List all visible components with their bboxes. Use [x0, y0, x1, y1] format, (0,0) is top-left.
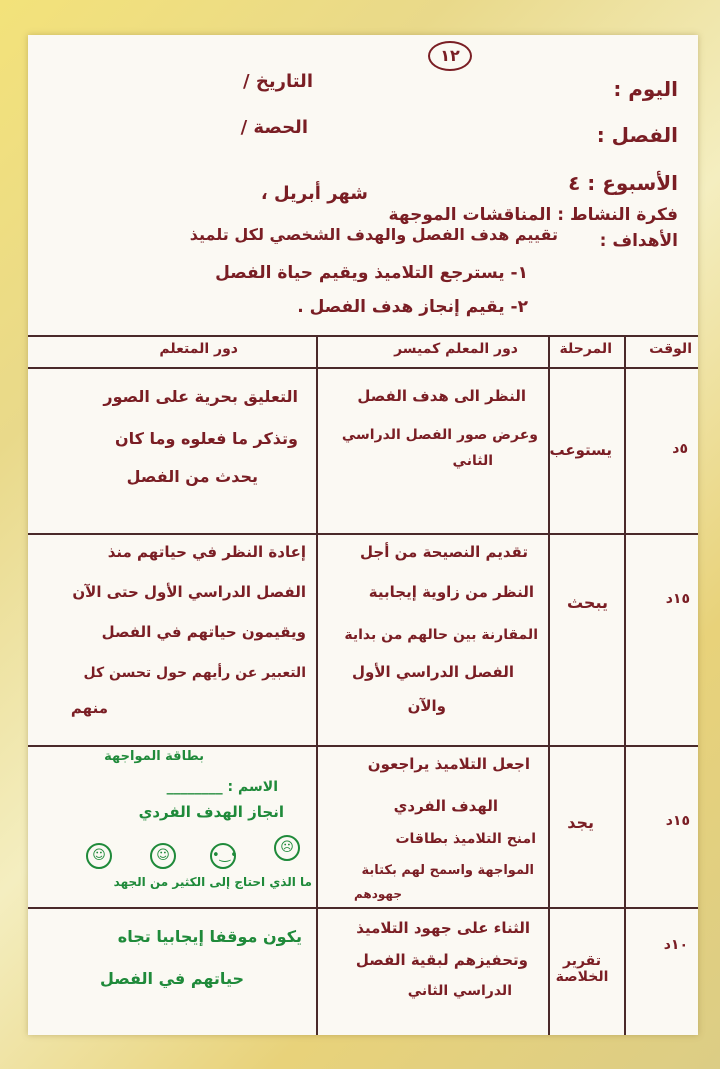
row4-teacher-1: الثناء على جهود التلاميذ — [356, 919, 530, 937]
objective-1: ١- يسترجع التلاميذ ويقيم حياة الفصل — [215, 263, 528, 283]
row3-teacher-2: الهدف الفردي — [393, 797, 498, 815]
row2-teacher-4: الفصل الدراسي الأول — [352, 663, 514, 681]
row1-learner-2: وتذكر ما فعلوه وما كان — [115, 429, 298, 448]
week-label: الأسبوع : ٤ — [568, 171, 678, 195]
month-label: شهر أبريل ، — [260, 183, 368, 204]
row3-card-title: بطاقة المواجهة — [104, 749, 204, 764]
activity-idea: فكرة النشاط : المناقشات الموجهة — [388, 205, 678, 225]
row3-card-name: الاسم : ________ — [166, 779, 278, 795]
row3-teacher-4: المواجهة واسمح لهم بكتابة — [361, 863, 534, 878]
row4-learner-1: يكون موقفا إيجابيا تجاه — [117, 927, 302, 946]
row2-learner-3: ويقيمون حياتهم في الفصل — [101, 623, 306, 641]
happy-face-icon: ☺ — [150, 843, 176, 869]
neutral-face-icon: •‿• — [210, 843, 236, 869]
row3-teacher-3: امنح التلاميذ بطاقات — [395, 831, 536, 847]
sad-face-icon: ☹ — [274, 835, 300, 861]
row2-teacher-2: النظر من زاوية إيجابية — [368, 583, 534, 601]
row3-time: ١٥د — [665, 813, 690, 829]
row3-teacher-1: اجعل التلاميذ يراجعون — [367, 755, 530, 773]
row2-teacher-3: المقارنة بين حالهم من بداية — [344, 627, 538, 643]
row1-time: ٥د — [672, 441, 688, 457]
page-number: ١٢ — [428, 41, 472, 71]
row4-time: ١٠د — [663, 937, 688, 953]
date-label: التاريخ / — [243, 71, 313, 92]
row2-learner-4: التعبير عن رأيهم حول تحسن كل — [83, 665, 306, 681]
row1-learner-1: التعليق بحرية على الصور — [103, 387, 298, 406]
row3-teacher-5: جهودهم — [354, 887, 402, 901]
row2-time: ١٥د — [665, 591, 690, 607]
objective-2: ٢- يقيم إنجاز هدف الفصل . — [297, 297, 528, 317]
row4-stage: تقرير الخلاصة — [555, 953, 609, 985]
worksheet-paper — [28, 35, 698, 1035]
row3-card-goal: انجاز الهدف الفردي — [138, 803, 284, 821]
period-label: الحصة / — [240, 117, 308, 138]
header-stage: المرحلة — [559, 341, 612, 357]
row3-card-note: ما الذي احتاج إلى الكثير من الجهد — [113, 875, 312, 889]
row4-teacher-2: وتحفيزهم لبقية الفصل — [355, 951, 528, 969]
day-label: اليوم : — [613, 77, 678, 101]
happy-face-icon: ☺ — [86, 843, 112, 869]
objectives-label: الأهداف : — [599, 231, 678, 251]
class-label: الفصل : — [596, 123, 678, 147]
row1-teacher-3: الثاني — [452, 453, 493, 469]
row1-teacher-2: وعرض صور الفصل الدراسي — [341, 427, 538, 443]
objectives-main: تقييم هدف الفصل والهدف الشخصي لكل تلميذ — [189, 225, 558, 244]
row4-teacher-3: الدراسي الثاني — [407, 983, 512, 999]
row2-learner-2: الفصل الدراسي الأول حتى الآن — [72, 583, 306, 601]
header-teacher-role: دور المعلم كميسر — [394, 341, 518, 357]
row2-learner-1: إعادة النظر في حياتهم منذ — [107, 543, 306, 561]
row2-teacher-1: تقديم النصيحة من أجل — [360, 543, 528, 561]
header-learner-role: دور المتعلم — [159, 341, 238, 357]
row3-stage: يجد — [567, 813, 594, 832]
row2-teacher-5: والآن — [407, 697, 446, 715]
row4-learner-2: حياتهم في الفصل — [99, 969, 244, 988]
row2-stage: يبحث — [566, 593, 608, 612]
row1-teacher-1: النظر الى هدف الفصل — [357, 387, 526, 405]
row1-learner-3: يحدث من الفصل — [126, 467, 258, 486]
header-time: الوقت — [649, 341, 692, 357]
row2-learner-5: منهم — [70, 699, 108, 717]
row1-stage: يستوعب — [549, 441, 612, 459]
